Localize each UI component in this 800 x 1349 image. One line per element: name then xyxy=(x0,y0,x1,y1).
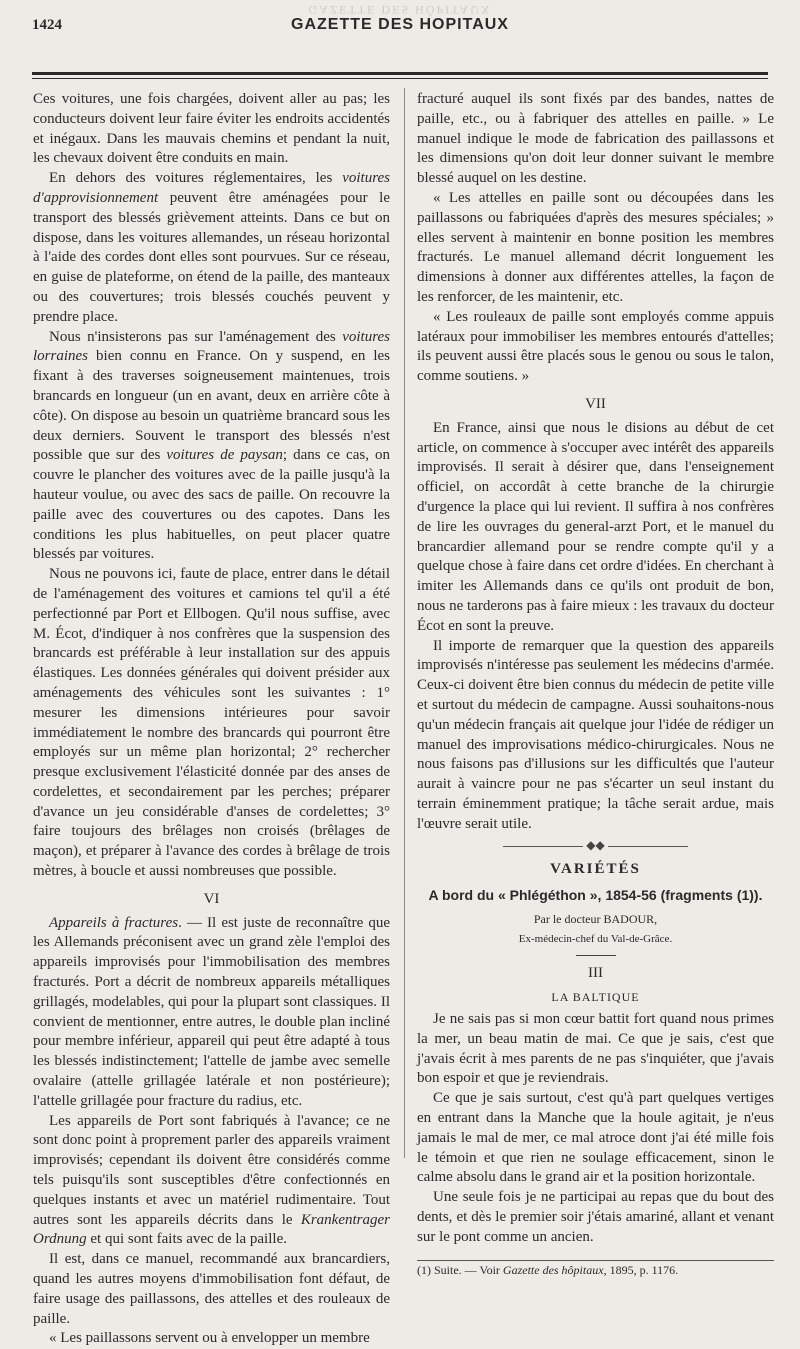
paragraph: Il importe de remarquer que la question des appareils improvisés n'intéresse pas seulement les médecins d'armée. Ceux-ci doivent être bien connus du médecin de petite ville et surtout du médecin de campagne. Aussi souhaitons-nous qu'un médecin français ait quelque jour l'idée de rédiger un manuel des improvisations médico-chirurgicales. Nous ne nous faisons pas d'illusions sur les difficultés que l'auteur aurait à vaincre pour ne pas s'écarter un seul instant du terrain éminemment pratique; la tâche serait ardue, mais l'œuvre serait utile. xyxy=(417,637,774,832)
paragraph: Nous n'insisterons pas sur l'aménagement des voitures lorraines bien connu en France. On y suspend, en les fixant à des traverses soigneusement maintenues, trois brancards en longueur (un en avant, deux en arrière côte à côte). On dispose au besoin un quatrième brancard sous les deux derniers. Souvent le transport des blessés n'est possible que sur des voitures de paysan; dans ce cas, on couvre le plancher des voitures avec de la paille jusqu'à la hauteur voulue, ou avec des sacs de paille. On recouvre la paille avec des couvertures ou des capotes. Dans les conditions les plus habituelles, on peut placer quatre blessés par voitures. xyxy=(33,328,390,563)
paragraph: « Les attelles en paille sont ou découpées dans les paillassons ou fabriquées d'après des mesures spéciales; » elles servent à maintenir en bonne position les membres fracturés. Le manuel allemand décrit longuement les dimensions à donner aux différentes attelles, la façon de les renforcer, de les maintenir, etc. xyxy=(417,189,774,305)
section-heading: III xyxy=(588,965,603,982)
paragraph: Une seule fois je ne participai au repas que du bout des dents, et dès le premier soir j'étais amariné, allant et venant sur le pont comme un ancien. xyxy=(417,1189,774,1245)
page-header xyxy=(32,16,768,76)
paragraph: « Les paillassons servent ou à envelopper un membre xyxy=(49,1330,370,1347)
paragraph: Ce que je sais surtout, c'est qu'à part quelques vertiges en entrant dans la Manche que la houle agitait, je n'eus jamais le mal de mer, ce mal atroce dont j'ai été mille fois le témoin et que rien ne soulage efficacement, sinon le calme absolu dans le grand air et la position horizontale. xyxy=(417,1090,774,1186)
author-affiliation: Ex-médecin-chef du Val-de-Grâce. xyxy=(518,932,673,945)
header-rule-thick xyxy=(32,72,768,75)
column-divider xyxy=(404,88,405,1158)
short-rule xyxy=(576,955,616,956)
paragraph: En dehors des voitures réglementaires, les voitures d'approvisionnement peuvent être aménagées pour le transport des blessés grièvement atteints. Dans ce but on dispose, dans les voitures allemandes, un réseau horizontal à l'aide des cordes dont elles sont pourvues. Sur ce réseau, en guise de plateforme, on étend de la paille, des manteaux ou des couvertures; trois blessés couchés peuvent y prendre place. xyxy=(33,170,390,325)
subheading: LA BALTIQUE xyxy=(551,990,640,1005)
paragraph: Les appareils de Port sont fabriqués à l'avance; ce ne sont donc point à proprement parler des appareils vraiment improvisés; cependant ils doivent être considérés comme tels puisqu'ils sont susceptibles d'être confectionnés en quelques instants et avec un matériel rudimentaire. Tout autres sont les appareils décrits dans le Krankentrager Ordnung et qui sont faits avec de la paille. xyxy=(33,1112,390,1248)
page-number: 1424 xyxy=(32,17,62,33)
paragraph: Ces voitures, une fois chargées, doivent aller au pas; les conducteurs doivent leur faire éviter les endroits accidentés et inégaux. Dans les mauvais chemins et pendant la nuit, les chevaux doivent être conduits en main. xyxy=(33,91,390,167)
paragraph: Appareils à fractures. — Il est juste de reconnaître que les Allemands préconisent avec un grand zèle l'emploi des appareils improvisés pour l'immobilisation des membres fracturés. Port a décrit de nombreux appareils métalliques grillagés, modelables, qui pour la plupart sont classiques. Il convient de mentionner, entre autres, le double plan incliné pour membre inférieur, appareil qui peut être adapté à tous les blessés indistinctement; l'attelle de jambe avec semelle ovalaire (attelle grillagée latérale et non postérieure); l'attelle grillagée pour fracture du radius, etc. xyxy=(33,914,390,1109)
paragraph: Nous ne pouvons ici, faute de place, entrer dans le détail de l'aménagement des voitures et camions tel qu'il a été perfectionné par Port et Ellbogen. Qu'il nous suffise, avec M. Écot, d'indiquer à nos confrères que la suspension des brancards est préférable à leur installation sur des appuis élastiques. Les données générales qui doivent présider aux aménagements des véhicules sont les suivantes : 1° mesurer les dimensions intérieures pour savoir immédiatement le nombre des brancards qui pourront être employés sur un même plan horizontal; 2° rechercher presque exclusivement l'élasticité donnée par des anses de cordelettes, et secondairement par les perches; préparer d'avance un jeu considérable d'anses de cordelettes; 3° faire toujours des brêlages non croisés (brêlages de maçon), et préparer à l'avance des cordes à brêlage de trois mètres, à boucle et aussi nombreuses que possible. xyxy=(33,566,390,880)
section-heading: VI xyxy=(203,890,220,907)
section-heading: VII xyxy=(585,395,606,412)
paragraph: fracturé auquel ils sont fixés par des bandes, nattes de paille, etc., ou à fabriquer des attelles en paille. » Le manuel indique le mode de fabrication des paillassons et les dimensions qu'on doit leur donner suivant le membre blessé auquel on les destine. xyxy=(417,91,774,187)
footnote: (1) Suite. — Voir Gazette des hôpitaux, 1895, p. 1176. xyxy=(417,1262,679,1277)
section-ornament: ◆◆ xyxy=(417,836,774,856)
paragraph: Je ne sais pas si mon cœur battit fort quand nous primes la mer, un beau matin de mai. Ce que je sais, c'est que j'avais écrit à mes parents de ne pas s'inquiéter, que j'avais bon espoir et que je reviendrais. xyxy=(417,1011,774,1087)
paragraph: Il est, dans ce manuel, recommandé aux brancardiers, quand les autres moyens d'immobilisation font défaut, de faire usage des paillassons, des attelles et des rouleaux de paille. xyxy=(33,1251,390,1327)
section-title: VARIÉTÉS xyxy=(550,861,641,878)
byline: Par le docteur BADOUR, xyxy=(533,911,658,926)
left-column xyxy=(33,90,390,1349)
header-rule-thin xyxy=(32,78,768,79)
article-title: A bord du « Phlégéthon », 1854-56 (fragments (1)). xyxy=(428,887,763,904)
right-column xyxy=(417,90,774,1280)
paragraph: « Les rouleaux de paille sont employés comme appuis latéraux pour immobiliser les membres entourés d'attelles; ils peuvent aussi être placés sous le genou ou sous le talon, comme soutiens. » xyxy=(417,308,774,385)
journal-title: GAZETTE DES HOPITAUX xyxy=(291,16,509,33)
bleed-through-text: GAZETTE DES HÔPITAUX xyxy=(308,3,492,17)
paragraph: En France, ainsi que nous le disions au début de cet article, on commence à s'occuper avec intérêt des appareils improvisés. Il serait à désirer que, dans l'enseignement officiel, on accordât à cette branche de la chirurgie d'urgence la place qui lui revient. Il suffira à nos confrères de lire les ouvrages du general-arzt Port, et le manuel du brancardier allemand pour se rendre compte qu'il y a quelque chose à faire dans cet ordre d'idées. En cherchant à imiter les Allemands dans ce qu'ils ont produit de bon, nous ne tarderons pas à faire mieux : les travaux du docteur Écot en sont la preuve. xyxy=(417,419,774,634)
